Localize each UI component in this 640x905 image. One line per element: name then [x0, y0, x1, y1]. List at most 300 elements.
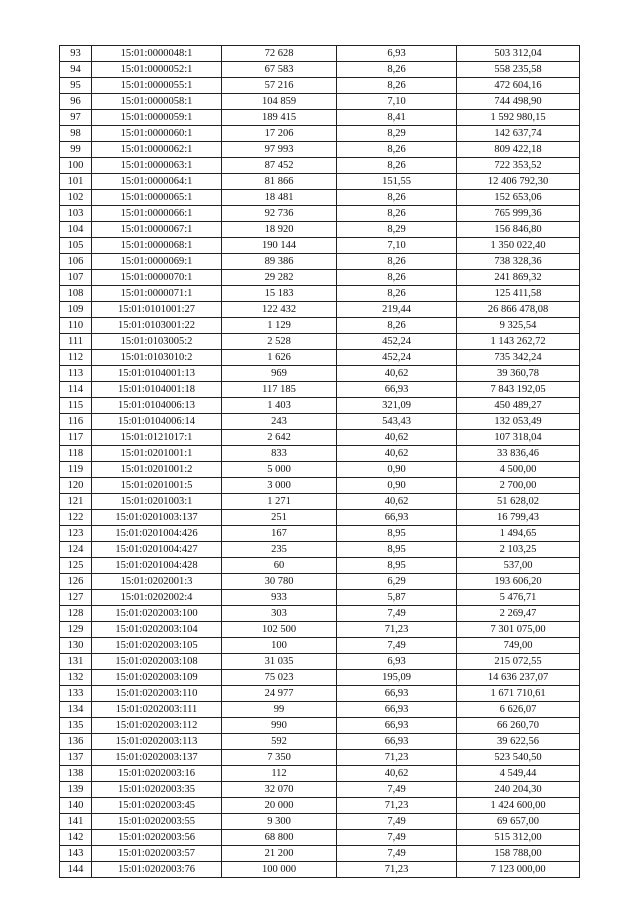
table-row [60, 558, 580, 574]
cadastral-value-cell: 558 235,58 [457, 62, 580, 78]
row-number-cell: 123 [60, 526, 92, 542]
cadastral-value-cell: 39 622,56 [457, 734, 580, 750]
row-number-cell: 116 [60, 414, 92, 430]
table-row [60, 462, 580, 478]
cadastral-number-cell: 15:01:0201001:5 [92, 478, 222, 494]
table-row [60, 126, 580, 142]
cadastral-value-cell: 66 260,70 [457, 718, 580, 734]
cadastral-value-cell: 16 799,43 [457, 510, 580, 526]
specific-value-cell: 8,29 [337, 222, 457, 238]
cadastral-number-cell: 15:01:0202003:105 [92, 638, 222, 654]
cadastral-number-cell: 15:01:0104006:14 [92, 414, 222, 430]
area-cell: 122 432 [222, 302, 337, 318]
row-number-cell: 109 [60, 302, 92, 318]
table-row [60, 382, 580, 398]
table-row [60, 158, 580, 174]
row-number-cell: 129 [60, 622, 92, 638]
specific-value-cell: 8,95 [337, 542, 457, 558]
table-row [60, 286, 580, 302]
table-row [60, 574, 580, 590]
specific-value-cell: 8,26 [337, 78, 457, 94]
table-row [60, 734, 580, 750]
row-number-cell: 97 [60, 110, 92, 126]
cadastral-number-cell: 15:01:0000065:1 [92, 190, 222, 206]
row-number-cell: 117 [60, 430, 92, 446]
cadastral-number-cell: 15:01:0000060:1 [92, 126, 222, 142]
cadastral-value-cell: 240 204,30 [457, 782, 580, 798]
specific-value-cell: 452,24 [337, 334, 457, 350]
specific-value-cell: 7,10 [337, 238, 457, 254]
area-cell: 3 000 [222, 478, 337, 494]
specific-value-cell: 321,09 [337, 398, 457, 414]
specific-value-cell: 8,26 [337, 270, 457, 286]
cadastral-value-table [59, 45, 580, 878]
row-number-cell: 135 [60, 718, 92, 734]
area-cell: 18 481 [222, 190, 337, 206]
cadastral-number-cell: 15:01:0202003:137 [92, 750, 222, 766]
cadastral-number-cell: 15:01:0202003:16 [92, 766, 222, 782]
cadastral-value-cell: 503 312,04 [457, 46, 580, 62]
table-row [60, 542, 580, 558]
area-cell: 18 920 [222, 222, 337, 238]
table-row [60, 398, 580, 414]
cadastral-number-cell: 15:01:0202003:108 [92, 654, 222, 670]
area-cell: 969 [222, 366, 337, 382]
row-number-cell: 143 [60, 846, 92, 862]
table-row [60, 206, 580, 222]
specific-value-cell: 66,93 [337, 382, 457, 398]
row-number-cell: 141 [60, 814, 92, 830]
cadastral-value-cell: 69 657,00 [457, 814, 580, 830]
area-cell: 81 866 [222, 174, 337, 190]
row-number-cell: 130 [60, 638, 92, 654]
cadastral-value-cell: 472 604,16 [457, 78, 580, 94]
specific-value-cell: 7,49 [337, 814, 457, 830]
table-row [60, 238, 580, 254]
area-cell: 833 [222, 446, 337, 462]
area-cell: 1 626 [222, 350, 337, 366]
specific-value-cell: 40,62 [337, 430, 457, 446]
cadastral-value-cell: 765 999,36 [457, 206, 580, 222]
area-cell: 190 144 [222, 238, 337, 254]
specific-value-cell: 6,93 [337, 46, 457, 62]
cadastral-number-cell: 15:01:0201004:428 [92, 558, 222, 574]
specific-value-cell: 8,29 [337, 126, 457, 142]
specific-value-cell: 7,49 [337, 782, 457, 798]
specific-value-cell: 71,23 [337, 750, 457, 766]
cadastral-number-cell: 15:01:0201004:426 [92, 526, 222, 542]
cadastral-value-cell: 51 628,02 [457, 494, 580, 510]
table-row [60, 686, 580, 702]
table-row [60, 110, 580, 126]
specific-value-cell: 40,62 [337, 494, 457, 510]
area-cell: 15 183 [222, 286, 337, 302]
cadastral-value-cell: 2 700,00 [457, 478, 580, 494]
row-number-cell: 124 [60, 542, 92, 558]
cadastral-number-cell: 15:01:0000068:1 [92, 238, 222, 254]
row-number-cell: 112 [60, 350, 92, 366]
area-cell: 7 350 [222, 750, 337, 766]
specific-value-cell: 5,87 [337, 590, 457, 606]
cadastral-value-cell: 152 653,06 [457, 190, 580, 206]
area-cell: 1 271 [222, 494, 337, 510]
table-row [60, 94, 580, 110]
table-row [60, 78, 580, 94]
specific-value-cell: 8,26 [337, 286, 457, 302]
cadastral-value-cell: 215 072,55 [457, 654, 580, 670]
cadastral-value-cell: 1 671 710,61 [457, 686, 580, 702]
row-number-cell: 106 [60, 254, 92, 270]
area-cell: 20 000 [222, 798, 337, 814]
cadastral-value-cell: 537,00 [457, 558, 580, 574]
specific-value-cell: 66,93 [337, 510, 457, 526]
cadastral-value-cell: 193 606,20 [457, 574, 580, 590]
cadastral-number-cell: 15:01:0000067:1 [92, 222, 222, 238]
row-number-cell: 140 [60, 798, 92, 814]
table-row [60, 494, 580, 510]
cadastral-number-cell: 15:01:0201003:137 [92, 510, 222, 526]
area-cell: 100 000 [222, 862, 337, 878]
area-cell: 99 [222, 702, 337, 718]
cadastral-number-cell: 15:01:0000064:1 [92, 174, 222, 190]
specific-value-cell: 219,44 [337, 302, 457, 318]
row-number-cell: 115 [60, 398, 92, 414]
table-row [60, 526, 580, 542]
row-number-cell: 108 [60, 286, 92, 302]
row-number-cell: 95 [60, 78, 92, 94]
specific-value-cell: 151,55 [337, 174, 457, 190]
area-cell: 29 282 [222, 270, 337, 286]
cadastral-value-cell: 12 406 792,30 [457, 174, 580, 190]
specific-value-cell: 8,26 [337, 142, 457, 158]
area-cell: 31 035 [222, 654, 337, 670]
specific-value-cell: 66,93 [337, 702, 457, 718]
row-number-cell: 101 [60, 174, 92, 190]
row-number-cell: 139 [60, 782, 92, 798]
cadastral-number-cell: 15:01:0000063:1 [92, 158, 222, 174]
table-row [60, 862, 580, 878]
cadastral-number-cell: 15:01:0201001:1 [92, 446, 222, 462]
specific-value-cell: 7,49 [337, 638, 457, 654]
row-number-cell: 125 [60, 558, 92, 574]
cadastral-number-cell: 15:01:0201001:2 [92, 462, 222, 478]
area-cell: 189 415 [222, 110, 337, 126]
row-number-cell: 107 [60, 270, 92, 286]
area-cell: 990 [222, 718, 337, 734]
cadastral-value-cell: 722 353,52 [457, 158, 580, 174]
row-number-cell: 120 [60, 478, 92, 494]
cadastral-value-cell: 107 318,04 [457, 430, 580, 446]
table-row [60, 302, 580, 318]
cadastral-value-cell: 125 411,58 [457, 286, 580, 302]
cadastral-value-cell: 1 424 600,00 [457, 798, 580, 814]
area-cell: 2 642 [222, 430, 337, 446]
cadastral-value-cell: 132 053,49 [457, 414, 580, 430]
cadastral-number-cell: 15:01:0202003:45 [92, 798, 222, 814]
cadastral-number-cell: 15:01:0104001:13 [92, 366, 222, 382]
cadastral-value-cell: 2 269,47 [457, 606, 580, 622]
specific-value-cell: 71,23 [337, 622, 457, 638]
specific-value-cell: 8,95 [337, 526, 457, 542]
cadastral-number-cell: 15:01:0000066:1 [92, 206, 222, 222]
area-cell: 21 200 [222, 846, 337, 862]
table-row [60, 414, 580, 430]
table-body [60, 46, 580, 878]
row-number-cell: 96 [60, 94, 92, 110]
table-row [60, 590, 580, 606]
specific-value-cell: 8,26 [337, 318, 457, 334]
row-number-cell: 104 [60, 222, 92, 238]
cadastral-number-cell: 15:01:0202003:111 [92, 702, 222, 718]
area-cell: 9 300 [222, 814, 337, 830]
specific-value-cell: 71,23 [337, 798, 457, 814]
cadastral-value-cell: 156 846,80 [457, 222, 580, 238]
table-row [60, 846, 580, 862]
specific-value-cell: 8,41 [337, 110, 457, 126]
table-row [60, 174, 580, 190]
table-row [60, 254, 580, 270]
row-number-cell: 144 [60, 862, 92, 878]
cadastral-number-cell: 15:01:0202003:104 [92, 622, 222, 638]
area-cell: 5 000 [222, 462, 337, 478]
area-cell: 235 [222, 542, 337, 558]
cadastral-value-cell: 241 869,32 [457, 270, 580, 286]
cadastral-value-cell: 1 350 022,40 [457, 238, 580, 254]
cadastral-number-cell: 15:01:0000059:1 [92, 110, 222, 126]
cadastral-number-cell: 15:01:0104006:13 [92, 398, 222, 414]
row-number-cell: 118 [60, 446, 92, 462]
area-cell: 1 403 [222, 398, 337, 414]
cadastral-number-cell: 15:01:0000062:1 [92, 142, 222, 158]
area-cell: 1 129 [222, 318, 337, 334]
row-number-cell: 105 [60, 238, 92, 254]
area-cell: 243 [222, 414, 337, 430]
table-row [60, 830, 580, 846]
area-cell: 303 [222, 606, 337, 622]
cadastral-number-cell: 15:01:0103005:2 [92, 334, 222, 350]
cadastral-number-cell: 15:01:0202003:56 [92, 830, 222, 846]
specific-value-cell: 7,10 [337, 94, 457, 110]
cadastral-number-cell: 15:01:0202003:35 [92, 782, 222, 798]
specific-value-cell: 7,49 [337, 846, 457, 862]
cadastral-number-cell: 15:01:0201004:427 [92, 542, 222, 558]
cadastral-value-cell: 1 592 980,15 [457, 110, 580, 126]
table-row [60, 334, 580, 350]
specific-value-cell: 8,26 [337, 158, 457, 174]
cadastral-number-cell: 15:01:0202001:3 [92, 574, 222, 590]
cadastral-number-cell: 15:01:0000055:1 [92, 78, 222, 94]
table-row [60, 606, 580, 622]
table-row [60, 430, 580, 446]
table-row [60, 766, 580, 782]
area-cell: 32 070 [222, 782, 337, 798]
area-cell: 57 216 [222, 78, 337, 94]
area-cell: 60 [222, 558, 337, 574]
row-number-cell: 111 [60, 334, 92, 350]
table-row [60, 318, 580, 334]
cadastral-number-cell: 15:01:0103001:22 [92, 318, 222, 334]
specific-value-cell: 0,90 [337, 462, 457, 478]
cadastral-number-cell: 15:01:0202003:113 [92, 734, 222, 750]
specific-value-cell: 8,26 [337, 62, 457, 78]
table-row [60, 622, 580, 638]
cadastral-value-cell: 142 637,74 [457, 126, 580, 142]
table-row [60, 702, 580, 718]
cadastral-number-cell: 15:01:0202003:55 [92, 814, 222, 830]
row-number-cell: 121 [60, 494, 92, 510]
row-number-cell: 99 [60, 142, 92, 158]
cadastral-value-cell: 158 788,00 [457, 846, 580, 862]
area-cell: 87 452 [222, 158, 337, 174]
table-row [60, 270, 580, 286]
cadastral-value-cell: 450 489,27 [457, 398, 580, 414]
specific-value-cell: 40,62 [337, 366, 457, 382]
cadastral-value-cell: 6 626,07 [457, 702, 580, 718]
cadastral-value-cell: 735 342,24 [457, 350, 580, 366]
specific-value-cell: 8,26 [337, 206, 457, 222]
area-cell: 100 [222, 638, 337, 654]
row-number-cell: 133 [60, 686, 92, 702]
area-cell: 104 859 [222, 94, 337, 110]
row-number-cell: 113 [60, 366, 92, 382]
specific-value-cell: 40,62 [337, 766, 457, 782]
table-row [60, 142, 580, 158]
area-cell: 592 [222, 734, 337, 750]
cadastral-value-cell: 5 476,71 [457, 590, 580, 606]
cadastral-number-cell: 15:01:0202002:4 [92, 590, 222, 606]
specific-value-cell: 8,26 [337, 190, 457, 206]
specific-value-cell: 8,95 [337, 558, 457, 574]
area-cell: 67 583 [222, 62, 337, 78]
area-cell: 112 [222, 766, 337, 782]
specific-value-cell: 543,43 [337, 414, 457, 430]
cadastral-number-cell: 15:01:0104001:18 [92, 382, 222, 398]
area-cell: 17 206 [222, 126, 337, 142]
specific-value-cell: 40,62 [337, 446, 457, 462]
cadastral-number-cell: 15:01:0000070:1 [92, 270, 222, 286]
table-row [60, 366, 580, 382]
cadastral-number-cell: 15:01:0202003:112 [92, 718, 222, 734]
specific-value-cell: 7,49 [337, 830, 457, 846]
area-cell: 24 977 [222, 686, 337, 702]
row-number-cell: 100 [60, 158, 92, 174]
specific-value-cell: 452,24 [337, 350, 457, 366]
row-number-cell: 131 [60, 654, 92, 670]
specific-value-cell: 66,93 [337, 686, 457, 702]
specific-value-cell: 8,26 [337, 254, 457, 270]
table-row [60, 446, 580, 462]
row-number-cell: 110 [60, 318, 92, 334]
area-cell: 75 023 [222, 670, 337, 686]
row-number-cell: 126 [60, 574, 92, 590]
cadastral-number-cell: 15:01:0202003:76 [92, 862, 222, 878]
cadastral-value-cell: 7 123 000,00 [457, 862, 580, 878]
row-number-cell: 98 [60, 126, 92, 142]
table-row [60, 814, 580, 830]
specific-value-cell: 66,93 [337, 718, 457, 734]
cadastral-number-cell: 15:01:0000048:1 [92, 46, 222, 62]
cadastral-value-cell: 4 549,44 [457, 766, 580, 782]
table-row [60, 190, 580, 206]
cadastral-number-cell: 15:01:0000071:1 [92, 286, 222, 302]
table-row [60, 638, 580, 654]
area-cell: 167 [222, 526, 337, 542]
cadastral-value-cell: 809 422,18 [457, 142, 580, 158]
table-row [60, 510, 580, 526]
cadastral-number-cell: 15:01:0103010:2 [92, 350, 222, 366]
specific-value-cell: 71,23 [337, 862, 457, 878]
area-cell: 92 736 [222, 206, 337, 222]
row-number-cell: 132 [60, 670, 92, 686]
cadastral-number-cell: 15:01:0000052:1 [92, 62, 222, 78]
row-number-cell: 119 [60, 462, 92, 478]
area-cell: 97 993 [222, 142, 337, 158]
row-number-cell: 93 [60, 46, 92, 62]
row-number-cell: 103 [60, 206, 92, 222]
cadastral-value-cell: 4 500,00 [457, 462, 580, 478]
cadastral-value-cell: 9 325,54 [457, 318, 580, 334]
area-cell: 89 386 [222, 254, 337, 270]
specific-value-cell: 6,29 [337, 574, 457, 590]
table-row [60, 798, 580, 814]
table-row [60, 478, 580, 494]
cadastral-value-cell: 744 498,90 [457, 94, 580, 110]
row-number-cell: 142 [60, 830, 92, 846]
cadastral-number-cell: 15:01:0201003:1 [92, 494, 222, 510]
cadastral-number-cell: 15:01:0101001:27 [92, 302, 222, 318]
table-row [60, 670, 580, 686]
cadastral-value-cell: 7 843 192,05 [457, 382, 580, 398]
area-cell: 72 628 [222, 46, 337, 62]
area-cell: 68 800 [222, 830, 337, 846]
row-number-cell: 127 [60, 590, 92, 606]
row-number-cell: 138 [60, 766, 92, 782]
specific-value-cell: 7,49 [337, 606, 457, 622]
cadastral-value-cell: 7 301 075,00 [457, 622, 580, 638]
table-row [60, 750, 580, 766]
row-number-cell: 94 [60, 62, 92, 78]
area-cell: 102 500 [222, 622, 337, 638]
specific-value-cell: 195,09 [337, 670, 457, 686]
row-number-cell: 134 [60, 702, 92, 718]
cadastral-number-cell: 15:01:0202003:110 [92, 686, 222, 702]
table-row [60, 62, 580, 78]
area-cell: 30 780 [222, 574, 337, 590]
table-row [60, 350, 580, 366]
area-cell: 117 185 [222, 382, 337, 398]
area-cell: 933 [222, 590, 337, 606]
row-number-cell: 137 [60, 750, 92, 766]
row-number-cell: 102 [60, 190, 92, 206]
specific-value-cell: 66,93 [337, 734, 457, 750]
cadastral-value-cell: 26 866 478,08 [457, 302, 580, 318]
table-row [60, 654, 580, 670]
area-cell: 251 [222, 510, 337, 526]
cadastral-value-cell: 523 540,50 [457, 750, 580, 766]
cadastral-value-cell: 515 312,00 [457, 830, 580, 846]
cadastral-value-cell: 1 143 262,72 [457, 334, 580, 350]
cadastral-number-cell: 15:01:0000058:1 [92, 94, 222, 110]
specific-value-cell: 0,90 [337, 478, 457, 494]
specific-value-cell: 6,93 [337, 654, 457, 670]
cadastral-value-cell: 14 636 237,07 [457, 670, 580, 686]
cadastral-number-cell: 15:01:0121017:1 [92, 430, 222, 446]
cadastral-value-cell: 2 103,25 [457, 542, 580, 558]
row-number-cell: 128 [60, 606, 92, 622]
table-row [60, 782, 580, 798]
table-row [60, 718, 580, 734]
row-number-cell: 122 [60, 510, 92, 526]
